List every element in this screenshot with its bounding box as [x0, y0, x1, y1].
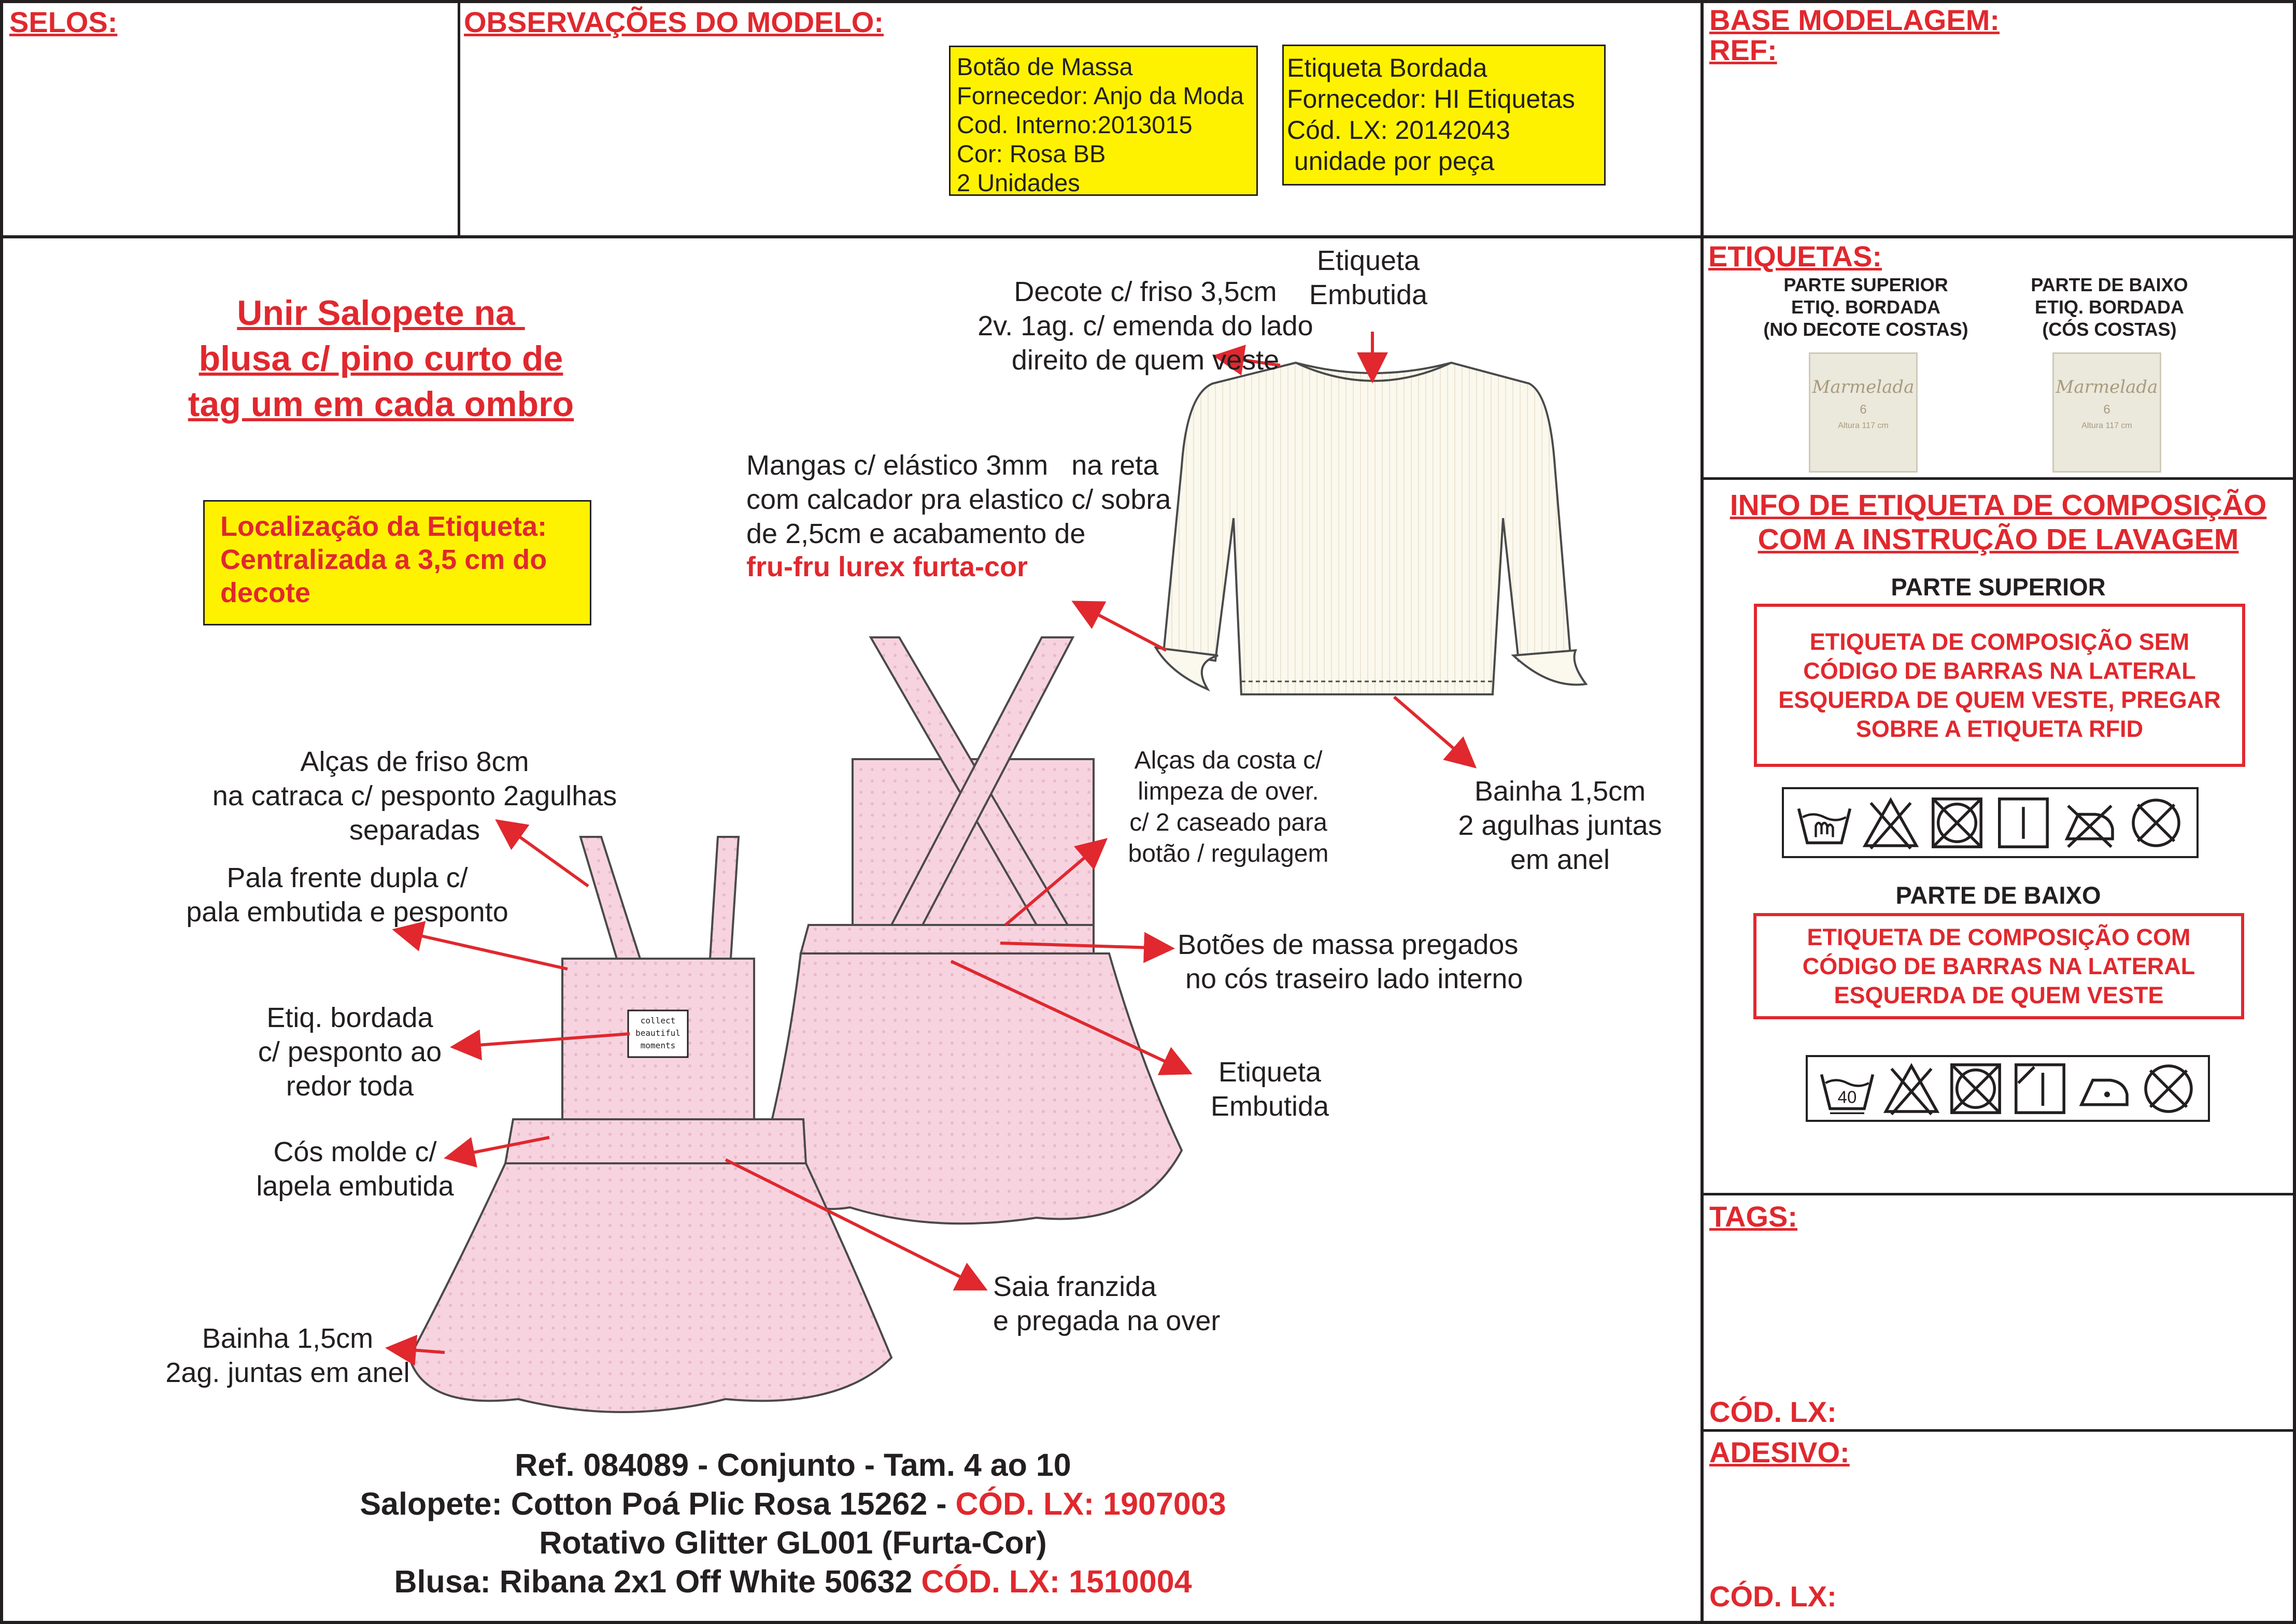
upper-care-symbols: [1782, 787, 2199, 858]
frame-sidebar-divider: [1700, 0, 1704, 1624]
footer-line-4-fabric: Blusa: Ribana 2x1 Off White 50632: [394, 1564, 922, 1599]
button-supplier-text: Botão de Massa Fornecedor: Anjo da Moda Cod. Interno:2013015 Cor: Rosa BB 2 Unidades: [957, 53, 1244, 196]
frame-outer-right: [2293, 0, 2296, 1624]
tags-label: TAGS:: [1709, 1200, 1798, 1233]
no-dry-clean-icon: [2128, 794, 2185, 851]
tags-cod-lx-label: CÓD. LX:: [1709, 1395, 1837, 1428]
lower-tag-brand: Marmelada: [2056, 377, 2158, 397]
saia-callout: Saia franzida e pregada na over: [993, 1271, 1221, 1336]
lower-composition-text: ETIQUETA DE COMPOSIÇÃO COM CÓDIGO DE BARRAS NA LATERAL ESQUERDA DE QUEM VESTE: [1802, 923, 2195, 1008]
footer-line-4: [93, 1562, 1493, 1601]
blouse-drawing: [1156, 363, 1586, 694]
ref-label: REF:: [1709, 34, 1777, 66]
footer-line-2: [93, 1485, 1493, 1523]
etiquetas-label: ETIQUETAS:: [1708, 240, 1882, 273]
lower-composition-box: [1753, 913, 2244, 1019]
footer-line-3: Rotativo Glitter GL001 (Furta-Cor): [539, 1525, 1047, 1560]
upper-part-label: PARTE SUPERIOR: [1891, 573, 2106, 601]
overalls-back-drawing: [762, 637, 1182, 1223]
adesivo-cod-lx-label: CÓD. LX:: [1709, 1580, 1837, 1613]
wash-40-icon: [1819, 1060, 1876, 1117]
upper-embroidered-tag: [1809, 352, 1918, 473]
footer-line-2-fabric: Salopete: Cotton Poá Plic Rosa 15262 -: [360, 1486, 956, 1521]
line-dry-icon: [1995, 794, 2052, 851]
mangas-callout: Mangas c/ elástico 3mm na reta com calcador pra elastico c/ sobra de 2,5cm e acabamento de: [746, 450, 1171, 549]
footer-line-4-code: CÓD. LX: 1510004: [921, 1564, 1192, 1599]
lower-tag-caption: PARTE DE BAIXO ETIQ. BORDADA (CÓS COSTAS): [2031, 274, 2188, 340]
lower-tag-size: 6: [2103, 403, 2110, 417]
no-tumble-dry-icon: [1929, 794, 1986, 851]
label-supplier-text: Etiqueta Bordada Fornecedor: HI Etiquetas Cód. LX: 20142043 unidade por peça: [1287, 53, 1575, 176]
hand-wash-icon: [1796, 794, 1853, 851]
bainha-saia-callout: Bainha 1,5cm 2ag. juntas em anel: [165, 1323, 410, 1388]
footer-line-2-code: CÓD. LX: 1907003: [955, 1486, 1226, 1521]
etiq-bordada-callout: Etiq. bordada c/ pesponto ao redor toda: [258, 1002, 442, 1102]
upper-composition-box: [1754, 604, 2245, 767]
botoes-callout: Botões de massa pregados no cós traseiro lado interno: [1178, 929, 1523, 994]
footer-reference: [93, 1446, 1493, 1601]
etiqueta-embutida-back-callout: Etiqueta Embutida: [1210, 1057, 1329, 1122]
no-bleach-icon: [1862, 794, 1919, 851]
pala-callout: Pala frente dupla c/ pala embutida e pesponto: [186, 862, 508, 928]
base-modelagem-label: BASE MODELAGEM:: [1709, 4, 2000, 36]
drip-dry-icon: [2011, 1060, 2068, 1117]
alcas-friso-callout: Alças de friso 8cm na catraca c/ pesponto 2agulhas separadas: [212, 746, 617, 846]
observacoes-label: OBSERVAÇÕES DO MODELO:: [464, 6, 884, 38]
frame-sidebar-row3: [1702, 1429, 2296, 1432]
wash-temperature: 40: [1837, 1087, 1857, 1106]
no-dry-clean-icon: [2140, 1060, 2197, 1117]
composition-title: INFO DE ETIQUETA DE COMPOSIÇÃO COM A INSTRUÇÃO DE LAVAGEM: [1730, 489, 2267, 556]
cos-callout: Cós molde c/ lapela embutida: [256, 1136, 454, 1202]
iron-low-icon: [2076, 1060, 2133, 1117]
upper-tag-caption: PARTE SUPERIOR ETIQ. BORDADA (NO DECOTE COSTAS): [1763, 274, 1968, 340]
no-bleach-icon: [1883, 1060, 1940, 1117]
join-instruction: Unir Salopete na blusa c/ pino curto de tag um em cada ombro: [188, 293, 574, 424]
upper-composition-text: ETIQUETA DE COMPOSIÇÃO SEM CÓDIGO DE BARRAS NA LATERAL ESQUERDA DE QUEM VESTE, PREGAR SOBRE A ETIQUETA RFID: [1778, 628, 2221, 742]
lower-care-symbols: [1806, 1055, 2210, 1122]
lower-part-label: PARTE DE BAIXO: [1895, 881, 2101, 909]
label-location-text: Localização da Etiqueta: Centralizada a 3,5 cm do decote: [220, 511, 547, 608]
no-iron-icon: [2061, 794, 2118, 851]
no-tumble-dry-icon: [1947, 1060, 2004, 1117]
bainha-blusa-callout: Bainha 1,5cm 2 agulhas juntas em anel: [1458, 776, 1662, 875]
alcas-costa-callout: Alças da costa c/ limpeza de over. c/ 2 caseado para botão / regulagem: [1128, 747, 1329, 867]
mangas-finish-callout: fru-fru lurex furta-cor: [746, 551, 1028, 582]
adesivo-label: ADESIVO:: [1709, 1436, 1850, 1469]
lower-embroidered-tag: [2052, 352, 2161, 473]
patch-label-text: collect beautiful moments: [635, 1016, 681, 1050]
frame-sidebar-row1: [1702, 477, 2296, 480]
decote-callout: Decote c/ friso 3,5cm 2v. 1ag. c/ emenda do lado direito de quem veste: [977, 276, 1313, 376]
etiqueta-embutida-top-callout: Etiqueta Embutida: [1309, 245, 1428, 310]
footer-line-1: Ref. 084089 - Conjunto - Tam. 4 ao 10: [515, 1447, 1071, 1483]
frame-sidebar-row2: [1702, 1193, 2296, 1195]
upper-tag-size: 6: [1860, 403, 1867, 417]
lower-tag-height: Altura 117 cm: [2081, 421, 2132, 430]
selos-label: SELOS:: [9, 6, 118, 38]
upper-tag-height: Altura 117 cm: [1838, 421, 1889, 430]
upper-tag-brand: Marmelada: [1812, 377, 1915, 397]
